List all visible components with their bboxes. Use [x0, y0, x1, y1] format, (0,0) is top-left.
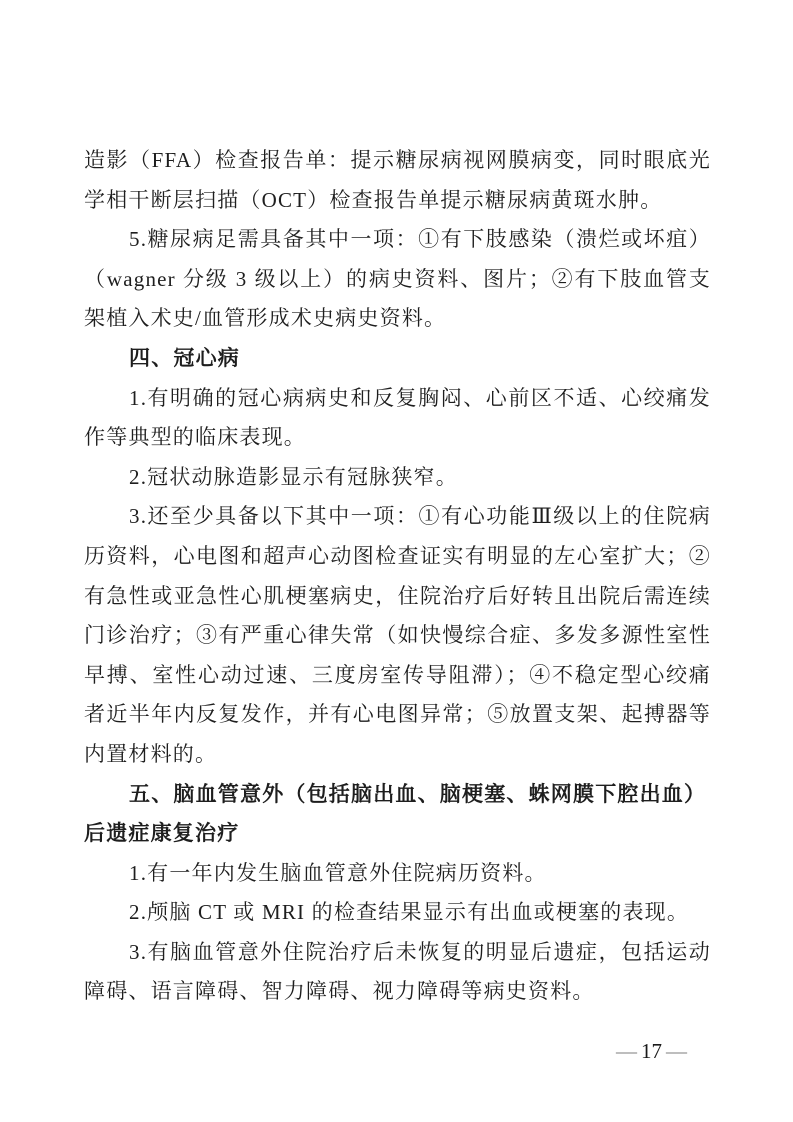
- body-line: 早搏、室性心动过速、三度房室传导阻滞）；④不稳定型心绞痛: [84, 662, 711, 687]
- body-line: 有急性或亚急性心肌梗塞病史，住院治疗后好转且出院后需连续: [84, 583, 711, 608]
- body-line: 5.糖尿病足需具备其中一项：①有下肢感染（溃烂或坏疽）: [129, 227, 711, 252]
- body-line: 造影（FFA）检查报告单：提示糖尿病视网膜病变，同时眼底光: [84, 148, 711, 172]
- page-number-footer: [616, 1036, 687, 1066]
- body-line: 2.颅脑 CT 或 MRI 的检查结果显示有出血或梗塞的表现。: [129, 900, 690, 925]
- section-heading-5-continued: 后遗症康复治疗: [84, 822, 240, 846]
- body-line: 学相干断层扫描（OCT）检查报告单提示糖尿病黄斑水肿。: [84, 187, 663, 212]
- section-heading-5: 五、脑血管意外（包括脑出血、脑梗塞、蛛网膜下腔出血）: [129, 782, 707, 806]
- body-line: 3.有脑血管意外住院治疗后未恢复的明显后遗症，包括运动: [129, 939, 711, 964]
- body-line: （wagner 分级 3 级以上）的病史资料、图片；②有下肢血管支: [84, 266, 711, 291]
- footer-dash-left: —: [616, 1039, 637, 1063]
- body-line: 内置材料的。: [84, 741, 218, 766]
- body-line: 作等典型的临床表现。: [84, 425, 306, 450]
- body-line: 1.有明确的冠心病病史和反复胸闷、心前区不适、心绞痛发: [129, 385, 711, 410]
- body-line: 架植入术史/血管形成术史病史资料。: [84, 306, 447, 331]
- page-number: 17: [641, 1039, 662, 1063]
- body-line: 3.还至少具备以下其中一项：①有心功能Ⅲ级以上的住院病: [129, 504, 711, 529]
- body-line: 2.冠状动脉造影显示有冠脉狭窄。: [129, 464, 458, 489]
- body-line: 历资料，心电图和超声心动图检查证实有明显的左心室扩大；②: [84, 543, 711, 568]
- body-line: 者近半年内反复发作，并有心电图异常；⑤放置支架、起搏器等: [84, 702, 711, 727]
- section-heading-4: 四、冠心病: [129, 346, 240, 370]
- body-line: 障碍、语言障碍、智力障碍、视力障碍等病史资料。: [84, 979, 595, 1004]
- body-line: 门诊治疗；③有严重心律失常（如快慢综合症、多发多源性室性: [84, 623, 711, 648]
- document-body: [84, 141, 711, 1012]
- footer-dash-right: —: [666, 1039, 687, 1063]
- body-line: 1.有一年内发生脑血管意外住院病历资料。: [129, 860, 547, 885]
